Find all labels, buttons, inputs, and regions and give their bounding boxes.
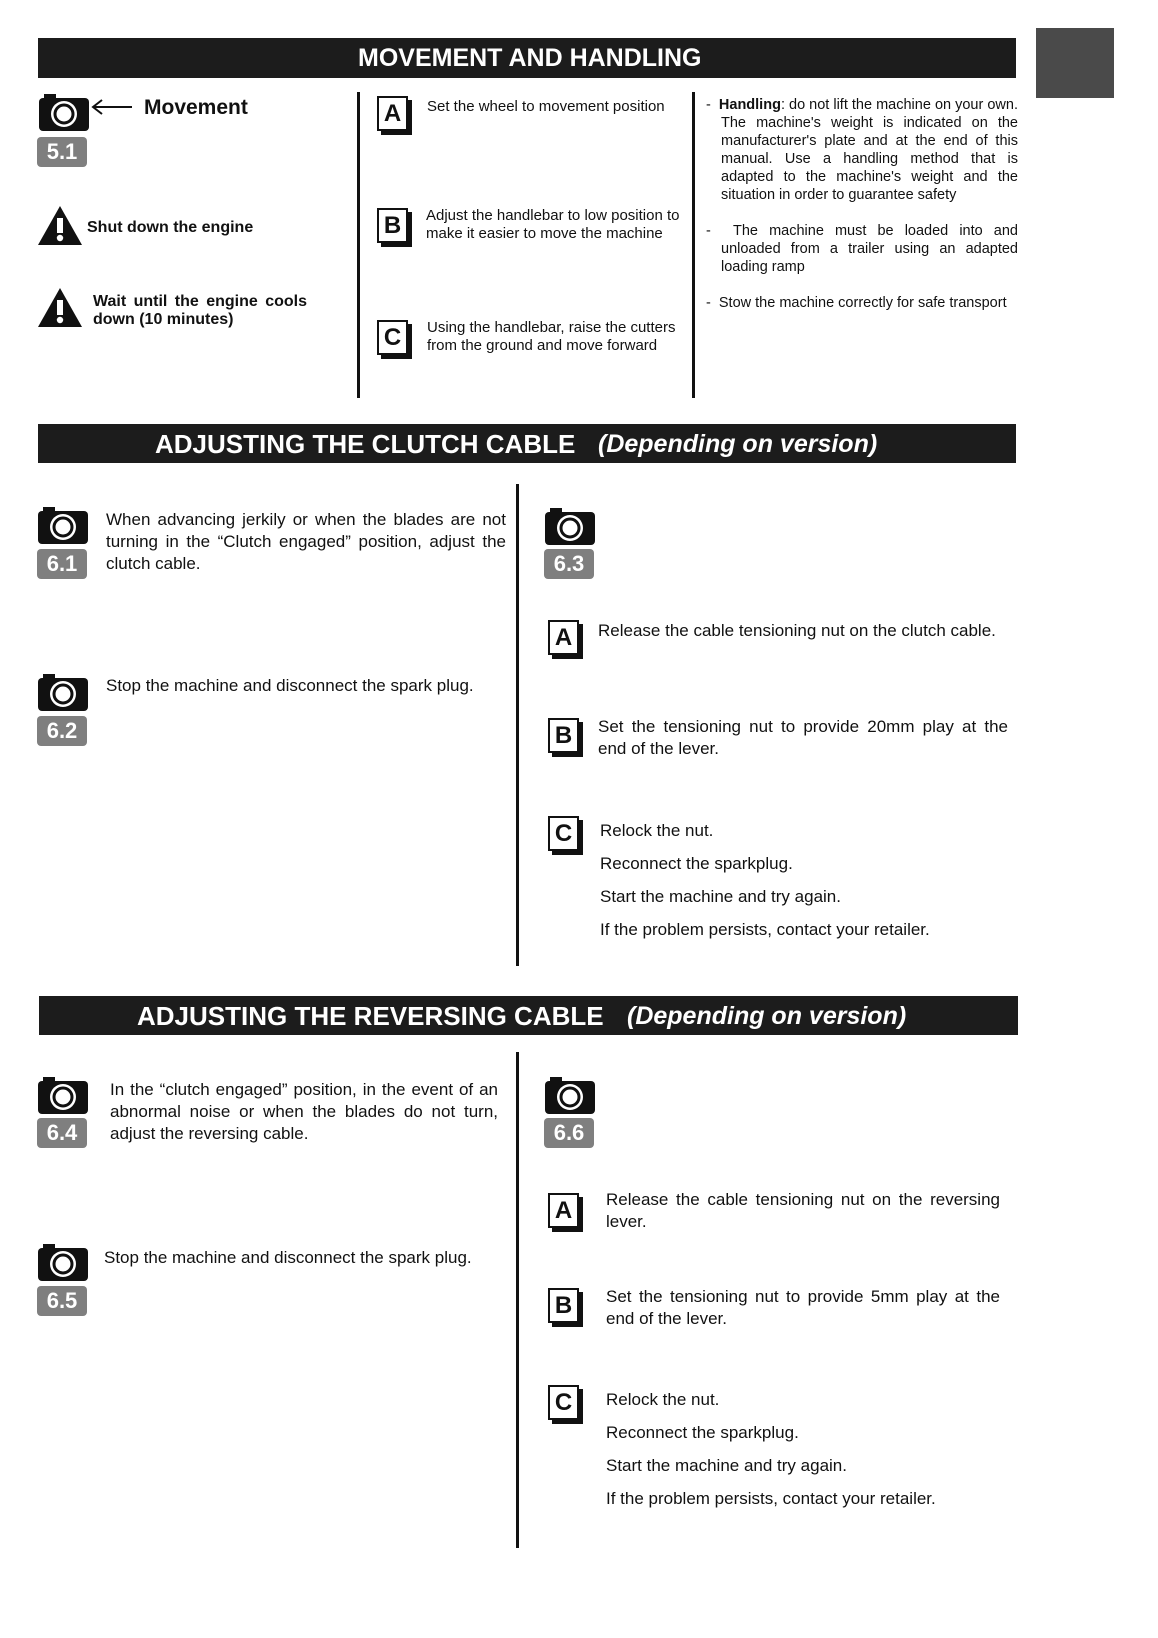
step-letter-a: A [377, 96, 408, 131]
movement-step-a: Set the wheel to movement position [427, 98, 665, 115]
chapter-tab-marker [1036, 28, 1114, 98]
reversing-step-c-line: If the problem persists, contact your retailer. [606, 1489, 936, 1508]
movement-banner [38, 38, 1016, 78]
movement-step-b: Adjust the handlebar to low position to make it easier to move the machine [426, 207, 680, 242]
handling-notes [706, 96, 1018, 312]
camera-icon [38, 92, 90, 132]
column-divider [516, 484, 519, 966]
step-letter-b: B [377, 208, 408, 243]
movement-banner-title: MOVEMENT AND HANDLING [358, 44, 702, 72]
step-letter-a: A [548, 620, 579, 655]
step-letter-b: B [548, 1288, 579, 1323]
reversing-step-b: Set the tensioning nut to provide 5mm play at the end of the lever. [606, 1287, 1000, 1328]
photo-badge-6-2: 6.2 [37, 716, 87, 746]
note-loading-ramp: - The machine must be loaded into and unloaded from a trailer using an adapted loading ramp [706, 223, 1018, 275]
clutch-banner-title: ADJUSTING THE CLUTCH CABLE [155, 429, 576, 459]
camera-icon [37, 672, 89, 712]
reversing-stop-text: Stop the machine and disconnect the spark plug. [104, 1248, 472, 1267]
photo-badge-6-5: 6.5 [37, 1286, 87, 1316]
note-handling: - Handling: do not lift the machine on your own. The machine's weight is indicated on the manufacturer's plate and at the end of this manual. Use a handling method that is adapted to the machine's weight and the situation in order to guarantee safety [706, 97, 1018, 203]
camera-icon [37, 505, 89, 545]
reversing-step-c-line: Relock the nut. [606, 1390, 720, 1409]
clutch-step-c-line: Start the machine and try again. [600, 887, 841, 906]
photo-badge-6-6: 6.6 [544, 1118, 594, 1148]
clutch-step-b: Set the tensioning nut to provide 20mm play at the end of the lever. [598, 717, 1008, 758]
clutch-step-c-line: Reconnect the sparkplug. [600, 854, 793, 873]
photo-badge-5-1: 5.1 [37, 137, 87, 167]
step-letter-a: A [548, 1193, 579, 1228]
camera-icon [37, 1075, 89, 1115]
photo-badge-6-3: 6.3 [544, 549, 594, 579]
step-letter-c: C [548, 1385, 579, 1420]
photo-badge-6-4: 6.4 [37, 1118, 87, 1148]
clutch-step-a: Release the cable tensioning nut on the clutch cable. [598, 621, 996, 640]
clutch-stop-text: Stop the machine and disconnect the spark plug. [106, 676, 474, 695]
reversing-banner-title: ADJUSTING THE REVERSING CABLE [137, 1001, 604, 1031]
reversing-step-c-line: Start the machine and try again. [606, 1456, 847, 1475]
clutch-step-c-line: Relock the nut. [600, 821, 714, 840]
reversing-intro-text: In the “clutch engaged” position, in the event of an abnormal noise or when the blades do not turn, adjust the reversing cable. [110, 1080, 498, 1143]
step-letter-c: C [377, 320, 408, 355]
camera-icon [37, 1242, 89, 1282]
column-divider [692, 92, 695, 398]
note-stow-text: Stow the machine correctly for safe transport [718, 295, 1007, 311]
clutch-banner-subtitle: (Depending on version) [598, 430, 878, 458]
note-handling-text: : do not lift the machine on your own. The machine's weight is indicated on the manufacturer's plate and at the end of this manual. Use a handling method that is adapted to the machine's weight and the situation in order to guarantee safety [721, 97, 1018, 203]
clutch-step-c-line: If the problem persists, contact your retailer. [600, 920, 930, 939]
reversing-banner [39, 996, 1018, 1035]
column-divider [516, 1052, 519, 1548]
note-stow: - Stow the machine correctly for safe transport [706, 295, 1007, 311]
column-divider [357, 92, 360, 398]
reversing-banner-subtitle: (Depending on version) [627, 1002, 907, 1030]
clutch-step-c [600, 814, 930, 946]
warning-icon [37, 286, 83, 328]
photo-badge-6-1: 6.1 [37, 549, 87, 579]
movement-step-c: Using the handlebar, raise the cutters from the ground and move forward [427, 319, 676, 354]
clutch-intro-text: When advancing jerkily or when the blades are not turning in the “Clutch engaged” position, adjust the clutch cable. [106, 510, 506, 573]
reversing-step-c-line: Reconnect the sparkplug. [606, 1423, 799, 1442]
movement-heading: Movement [144, 96, 248, 119]
camera-icon [544, 1075, 596, 1115]
step-letter-b: B [548, 718, 579, 753]
step-letter-c: C [548, 816, 579, 851]
reversing-step-a: Release the cable tensioning nut on the reversing lever. [606, 1190, 1000, 1231]
note-handling-label: Handling [718, 97, 781, 113]
clutch-banner [38, 424, 1016, 463]
reversing-step-c [606, 1383, 936, 1515]
camera-icon [544, 506, 596, 546]
warning-shut-down-engine: Shut down the engine [87, 219, 254, 236]
note-loading-ramp-text: The machine must be loaded into and unloaded from a trailer using an adapted loading ramp [721, 223, 1018, 275]
arrow-left-icon [90, 97, 132, 117]
warning-engine-cools: Wait until the engine cools down (10 minutes) [93, 293, 307, 328]
warning-icon [37, 204, 83, 246]
